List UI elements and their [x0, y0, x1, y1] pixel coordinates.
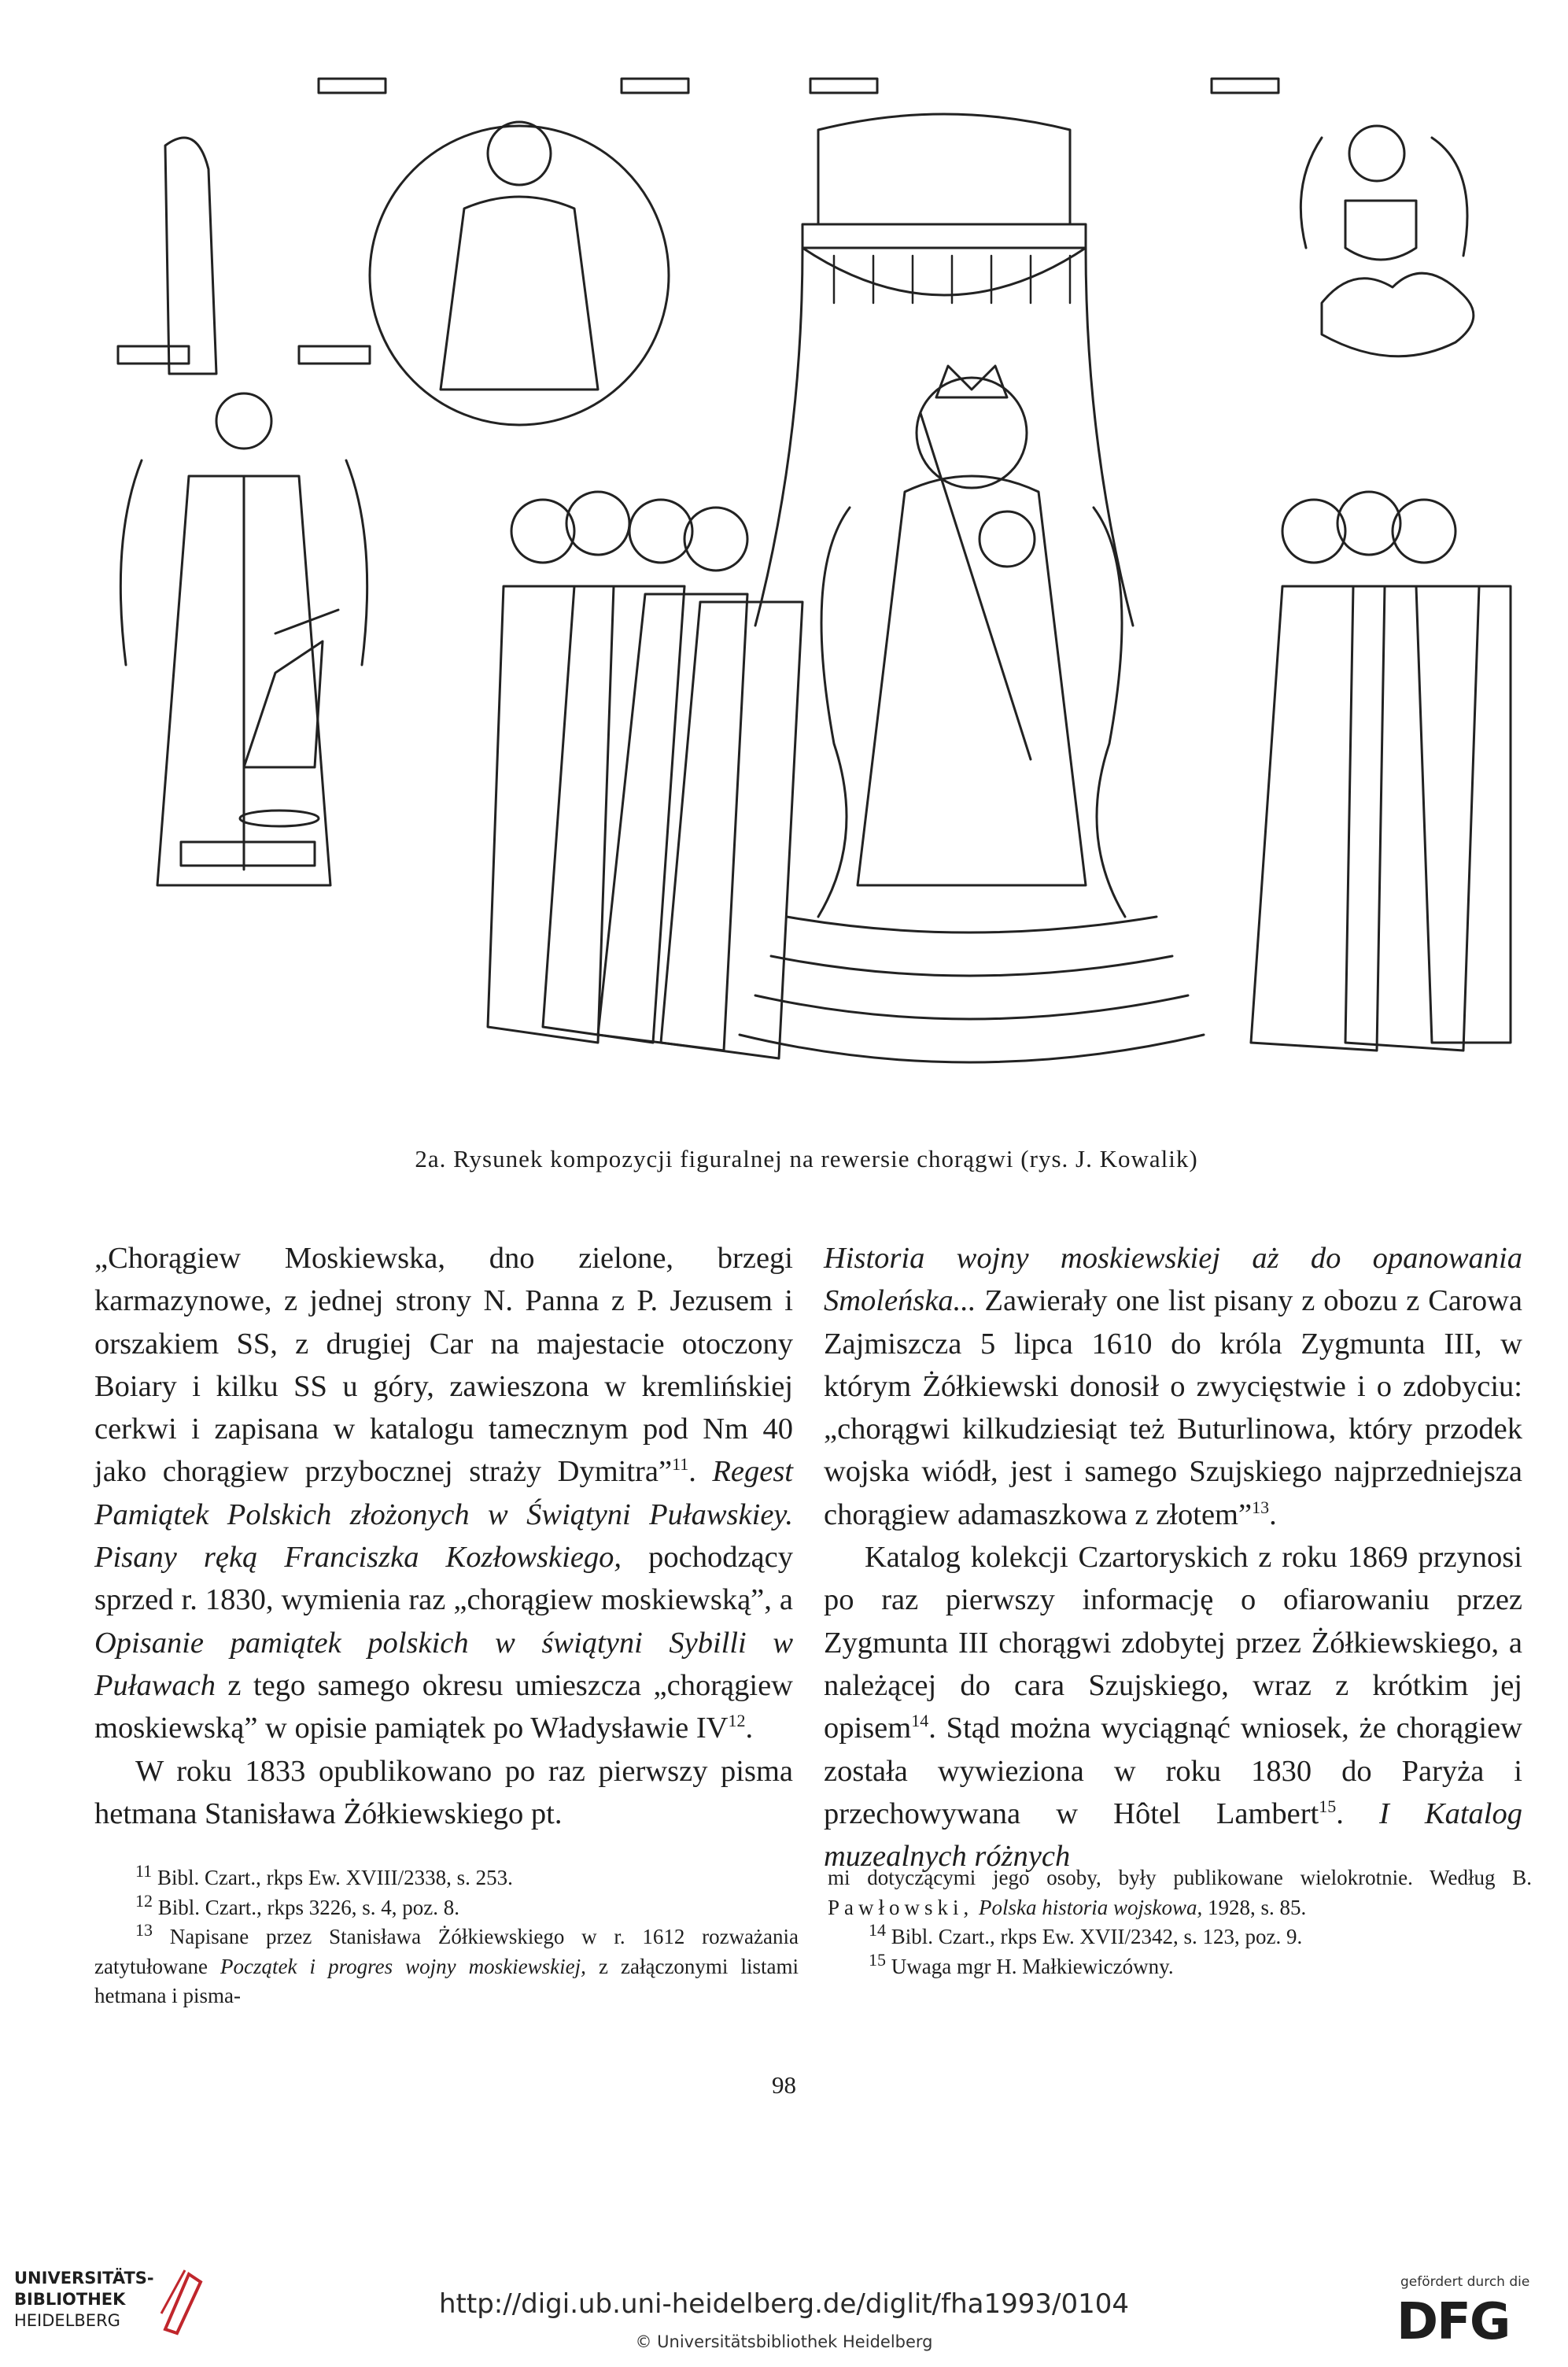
copyright-notice: © Universitätsbibliothek Heidelberg: [635, 2332, 933, 2351]
footnote-13-continued: mi dotyczącymi jego osoby, były publikowane wielokrotnie. Według B. Pawłowski, Polska historia wojskowa, 1928, s. 85.: [828, 1866, 1532, 1919]
paragraph: Katalog kolekcji Czartoryskich z roku 1869 przynosi po raz pierwszy informację o ofiarowaniu przez Zygmunta III chorągwi zdobytej przez Żółkiewskiego, a należącej do cara Szujskiego, wraz z krótkim jej opisem$^{14}$. Stąd można wyciągnąć wniosek, że chorągiew została wywieziona w roku 1830 do Paryża i przechowywana w Hôtel Lambert$^{15}$. I Katalog muzealnych różnych: [824, 1541, 1522, 1874]
figure-illustration: [94, 67, 1518, 1117]
body-column-right: [824, 1237, 1522, 1878]
footnote-14: $^{14}$ Bibl. Czart., rkps Ew. XVII/2342, s. 123, poz. 9.: [869, 1920, 1303, 1948]
footnote-ref[interactable]: 14: [911, 1711, 929, 1731]
permalink-url[interactable]: http://digi.ub.uni-heidelberg.de/diglit/fha1993/0104: [438, 2288, 1129, 2320]
paragraph: W roku 1833 opublikowano po raz pierwszy pisma hetmana Stanisława Żółkiewskiego pt.: [94, 1754, 793, 1830]
footnote-12: $^{12}$ Bibl. Czart., rkps 3226, s. 4, poz. 8.: [135, 1890, 459, 1919]
funding-label: gefördert durch die: [1400, 2274, 1530, 2290]
dfg-logo[interactable]: DFG: [1396, 2293, 1510, 2351]
footnote-ref[interactable]: 11: [672, 1454, 689, 1475]
footnote-11: $^{11}$ Bibl. Czart., rkps Ew. XVIII/2338, s. 253.: [135, 1861, 513, 1889]
footnote-ref[interactable]: 13: [1252, 1497, 1270, 1517]
footnote-13: $^{13}$ Napisane przez Stanisława Żółkiewskiego w r. 1612 rozważania zatytułowane Początek i progres wojny moskiewskiej, z załączonymi listami hetmana i pisma-: [94, 1920, 799, 2007]
figure-caption: 2a. Rysunek kompozycji figuralnej na rewersie chorągwi (rys. J. Kowalik): [415, 1145, 1198, 1172]
footnotes-right: [828, 1863, 1532, 1981]
footnote-ref[interactable]: 12: [728, 1711, 746, 1731]
page-number: 98: [772, 2071, 796, 2099]
paragraph: Historia wojny moskiewskiej aż do opanowania Smoleńska... Zawierały one list pisany z obozu z Carowa Zajmiszcza 5 lipca 1610 do króla Zygmunta III, w którym Żółkiewski donosił o zwycięstwie i o zdobyciu: „chorągwi kilkudziesiąt też Buturlinowa, który przodek wojska wiódł, jest i samego Szujskiego najprzedniejsza chorągiew adamaszkowa z złotem”$^{13}$.: [824, 1242, 1522, 1531]
paragraph: „Chorągiew Moskiewska, dno zielone, brzegi karmazynowe, z jednej strony N. Panna z P. Jezusem i orszakiem SS, z drugiej Car na majestacie otoczony Boiary i kilku SS u góry, zawieszona w kremlińskiej cerkwi i zapisana w katalogu tamecznym pod Nm 40 jako chorągiew przybocznej straży Dymitra”$^{11}$. Regest Pamiątek Polskich złożonych w Świątyni Puławskiey. Pisany ręką Franciszka Kozłowskiego, pochodzący sprzed r. 1830, wymienia raz „chorągiew moskiewską”, a Opisanie pamiątek polskich w świątyni Sybilli w Puławach z tego samego okresu umieszcza „chorągiew moskiewską” w opisie pamiątek po Władysławie IV$^{12}$.: [94, 1242, 793, 1745]
body-column-left: [94, 1237, 793, 1835]
library-logo[interactable]: UNIVERSITÄTS- BIBLIOTHEK HEIDELBERG: [14, 2269, 154, 2330]
footnote-15: $^{15}$ Uwaga mgr H. Małkiewiczówny.: [869, 1949, 1174, 1978]
footnotes-left: [94, 1863, 799, 2011]
footnote-ref[interactable]: 15: [1319, 1796, 1337, 1817]
